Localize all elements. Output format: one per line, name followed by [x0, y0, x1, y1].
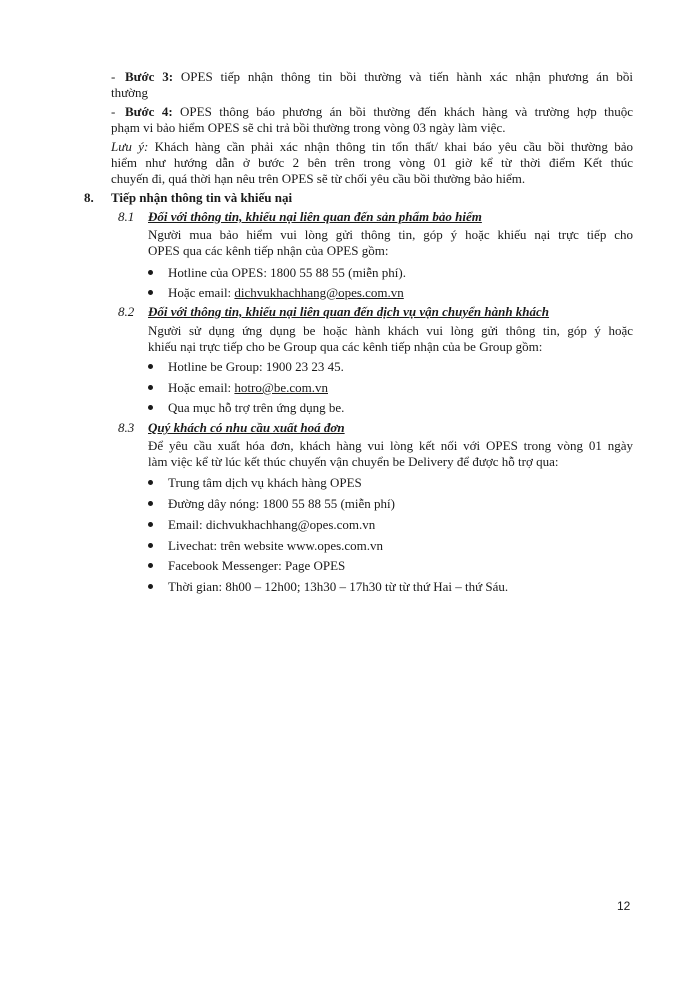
- section-8-1-line-2: OPES qua các kênh tiếp nhận của OPES gồm:: [148, 243, 389, 258]
- section-8-title: Tiếp nhận thông tin và khiếu nại: [111, 190, 293, 205]
- section-8-3-line-1: Để yêu cầu xuất hóa đơn, khách hàng vui lòng kết nối với OPES trong vòng 01 ngày: [148, 438, 633, 453]
- note-line-2: hiểm như hướng dẫn ở bước 2 bên trên trong vòng 01 giờ kể từ thời điểm Kết thúc: [111, 155, 633, 170]
- page-number: 12: [617, 899, 631, 913]
- bullet-icon: [148, 480, 153, 485]
- bullet-text: Qua mục hỗ trợ trên ứng dụng be.: [168, 400, 345, 415]
- bullet-text: Livechat: trên website www.opes.com.vn: [168, 538, 384, 553]
- bullet-text: Hotline của OPES: 1800 55 88 55 (miễn phí).: [168, 265, 406, 280]
- step-4-label: Bước 4:: [125, 104, 173, 119]
- bullet-icon: [148, 501, 153, 506]
- section-8-number: 8.: [84, 190, 94, 205]
- step-3-dash: -: [111, 69, 116, 84]
- section-8-2-line-2: khiếu nại trực tiếp cho be Group qua các kênh tiếp nhận của be Group gồm:: [148, 339, 543, 354]
- note-label: Lưu ý:: [111, 139, 149, 154]
- bullet-icon: [148, 584, 153, 589]
- section-8-1-line-1: Người mua bảo hiểm vui lòng gửi thông tin, góp ý hoặc khiếu nại trực tiếp cho: [148, 227, 633, 242]
- step-3-text: OPES tiếp nhận thông tin bồi thường và tiến hành xác nhận phương án bồi: [180, 69, 634, 84]
- section-8-3-number: 8.3: [118, 420, 135, 435]
- note-line-3: chuyến đi, quá thời hạn nêu trên OPES sẽ từ chối yêu cầu bồi thường bảo hiểm.: [111, 171, 526, 186]
- email-link-opes[interactable]: dichvukhachhang@opes.com.vn: [234, 285, 404, 300]
- bullet-text: Hotline be Group: 1900 23 23 45.: [168, 359, 344, 374]
- bullet-icon: [148, 270, 153, 275]
- bullet-icon: [148, 522, 153, 527]
- bullet-icon: [148, 364, 153, 369]
- section-8-3-title: Quý khách có nhu cầu xuất hoá đơn: [148, 420, 345, 435]
- bullet-text: Đường dây nóng: 1800 55 88 55 (miễn phí): [168, 496, 395, 511]
- bullet-text: Email: dichvukhachhang@opes.com.vn: [168, 517, 376, 532]
- bullet-text: Thời gian: 8h00 – 12h00; 13h30 – 17h30 từ từ thứ Hai – thứ Sáu.: [168, 579, 509, 594]
- bullet-icon: [148, 405, 153, 410]
- step-3-text-cont: thường: [111, 85, 149, 100]
- bullet-text: Trung tâm dịch vụ khách hàng OPES: [168, 475, 362, 490]
- section-8-1-number: 8.1: [118, 209, 135, 224]
- bullet-icon: [148, 543, 153, 548]
- bullet-icon: [148, 290, 153, 295]
- step-4-text-cont: phạm vi bảo hiểm OPES sẽ chi trả bồi thường trong vòng 03 ngày làm việc.: [111, 120, 506, 135]
- bullet-icon: [148, 563, 153, 568]
- bullet-icon: [148, 385, 153, 390]
- bullet-prefix: Hoặc email:: [168, 285, 235, 300]
- section-8-1-title: Đối với thông tin, khiếu nại liên quan đến sản phẩm bảo hiểm: [148, 209, 482, 224]
- bullet-text: Facebook Messenger: Page OPES: [168, 558, 346, 573]
- step-4-dash: -: [111, 104, 116, 119]
- bullet-prefix: Hoặc email:: [168, 380, 235, 395]
- step-3-label: Bước 3:: [125, 69, 174, 84]
- section-8-2-line-1: Người sử dụng ứng dụng be hoặc hành khách vui lòng gửi thông tin, góp ý hoặc: [148, 323, 633, 338]
- email-link-be[interactable]: hotro@be.com.vn: [234, 380, 328, 395]
- section-8-2-number: 8.2: [118, 304, 135, 319]
- step-4-text: OPES thông báo phương án bồi thường đến khách hàng và trường hợp thuộc: [180, 104, 633, 119]
- section-8-2-title: Đối với thông tin, khiếu nại liên quan đến dịch vụ vận chuyển hành khách: [148, 304, 550, 319]
- section-8-3-line-2: làm việc kể từ lúc kết thúc chuyến vận chuyển be Delivery để được hỗ trợ qua:: [148, 454, 559, 469]
- note-line-1: Khách hàng cần phải xác nhận thông tin tổn thất/ khai báo yêu cầu bồi thường bảo: [154, 139, 634, 154]
